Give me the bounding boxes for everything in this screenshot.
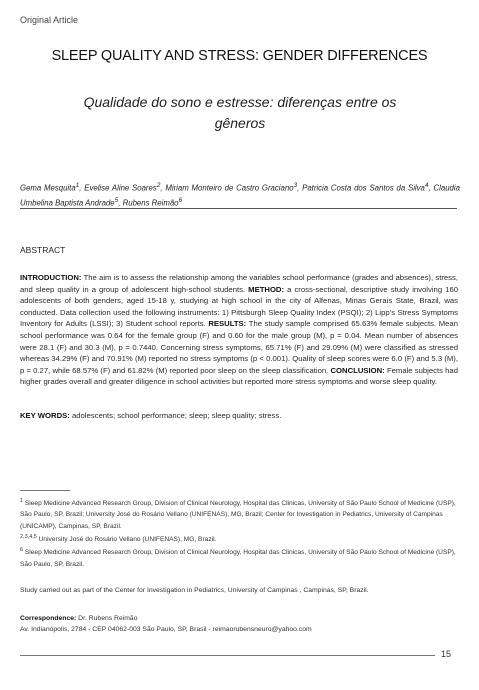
footnote-divider <box>20 490 70 491</box>
author-name: Rubens Reimão <box>122 198 179 208</box>
affiliation-sup: 1 <box>20 498 24 504</box>
study-note: Study carried out as part of the Center for Investigation in Pediatrics, University of Campinas , Campinas, SP, Brazil. <box>20 587 369 594</box>
affiliation-text: Sleep Medicine Advanced Research Group, Division of Clinical Neurology, Hospital das Clinicas, University of São Paulo School of Medicine (USP), São Paulo, SP, Brazil. <box>20 549 456 568</box>
author-affiliation-sup: 1 <box>75 182 80 189</box>
article-type-label: Original Article <box>20 15 79 25</box>
results-label: RESULTS: <box>208 319 247 329</box>
keywords-text: adolescents; school performance; sleep; sleep quality; stress. <box>69 411 282 420</box>
article-title-portuguese: Qualidade do sono e estresse: diferenças entre os gêneros <box>83 94 397 131</box>
introduction-label: INTRODUCTION: <box>20 273 82 282</box>
page-number: 15 <box>441 649 452 659</box>
article-title-english: SLEEP QUALITY AND STRESS: GENDER DIFFERENCES <box>51 48 428 64</box>
keywords <box>20 410 458 422</box>
author-affiliation-sup: 5 <box>114 197 119 205</box>
results-text: The study sample comprised 65.63% female subjects. Mean school performance was 0.64 for the female group (F) and 0.60 for the male group (M), p = 0.04. Mean number of absences were 28.1 (F) and 30.3 (M), p = 0.7440. Concerning stress symptoms, 65.71% (F) and 29.09% (M) were classified as stressed whereas 34.29% (F) and 70.91% (M) reported no stress symptoms (p < 0.001). Quality of sleep scores were 6.0 (F) and 5.3 (M), p = 0.27, while 68.57% (F) and 61.82% (M) reported poor sleep on the sleep classification. <box>20 319 458 375</box>
method-label: METHOD: <box>248 284 285 294</box>
affiliation-item <box>20 496 460 532</box>
conclusion-label: CONCLUSION: <box>330 365 385 375</box>
correspondence-line <box>20 613 312 624</box>
affiliation-text: University José do Rosário Vellano (UNIFENAS), MG, Brazil. <box>36 535 217 543</box>
author-name: Gema Mesquita <box>20 183 76 193</box>
affiliation-text: Sleep Medicine Advanced Research Group, Division of Clinical Neurology, Hospital das Clinicas, University of São Paulo School of Medicine (USP), São Paulo, SP, Brazil; University José do Rosário Vellano (UNIFENAS), MG, Brazil; Center for Investigation in Pediatrics, University of Campinas (UNICAMP), Campinas, SP, Brazil. <box>20 500 456 530</box>
author-affiliation-sup: 4 <box>424 182 429 189</box>
method-text: a cross-sectional, descriptive study involving 160 adolescents of both genders, aged 15-18 y, studying at high school in the city of Alfenas, Minas Gerais State, Brazil, was conducted. Data collection used the following instruments: 1) Pittsburgh Sleep Quality Index (PSQI); 2) Lipp’s Stress Symptoms Inventory for Adults (LSSI); 3) Student school reports. <box>20 284 459 329</box>
affiliation-sup: 6 <box>20 547 24 554</box>
keywords-label: KEY WORDS: <box>20 411 70 420</box>
author-affiliation-sup: 6 <box>178 197 183 205</box>
author-name: Claudia Umbelina Baptista Andrade <box>20 183 460 208</box>
author-affiliation-sup: 3 <box>293 182 298 189</box>
author-affiliation-sup: 2 <box>156 182 161 189</box>
author-name: Patricia Costa dos Santos da Silva <box>302 183 425 193</box>
correspondence <box>20 613 312 635</box>
header-divider <box>20 208 457 209</box>
correspondence-name: Dr. Rubens Reimão <box>76 615 138 622</box>
affiliation-sup: 2,3,4,5 <box>20 533 37 540</box>
abstract-body <box>20 272 458 388</box>
abstract-heading: ABSTRACT <box>20 245 66 255</box>
author-name: Evelise Aline Soares <box>84 183 157 193</box>
author-list: Gema Mesquita$^1$, Evelise Aline Soares$^2$, Miriam Monteiro de Castro Graciano$^3$, Patricia Costa dos Santos da Silva$^4$, Claudia Umbelina Baptista Andrade$^5$, Rubens Reimão$^6$ <box>20 182 460 208</box>
author-name: Miriam Monteiro de Castro Graciano <box>165 183 294 193</box>
affiliations <box>20 496 460 570</box>
conclusion-text: Female subjects had higher grades overall and greater diligence in school activities but reported more stress symptoms and worse sleep quality. <box>20 365 458 387</box>
footer-divider <box>20 655 435 656</box>
introduction-text: The aim is to assess the relationship among the variables school performance (grades and absences), stress, and sleep quality in a group of adolescent high-school students. <box>20 273 458 294</box>
correspondence-address: Av. Indianópolis, 2784 - CEP 04062-003 São Paulo, SP, Brasil - reimaorubensneuro@yahoo.com <box>20 626 312 633</box>
affiliation-item <box>20 532 460 545</box>
affiliation-item <box>20 545 460 570</box>
correspondence-label: Correspondence: <box>20 615 77 622</box>
